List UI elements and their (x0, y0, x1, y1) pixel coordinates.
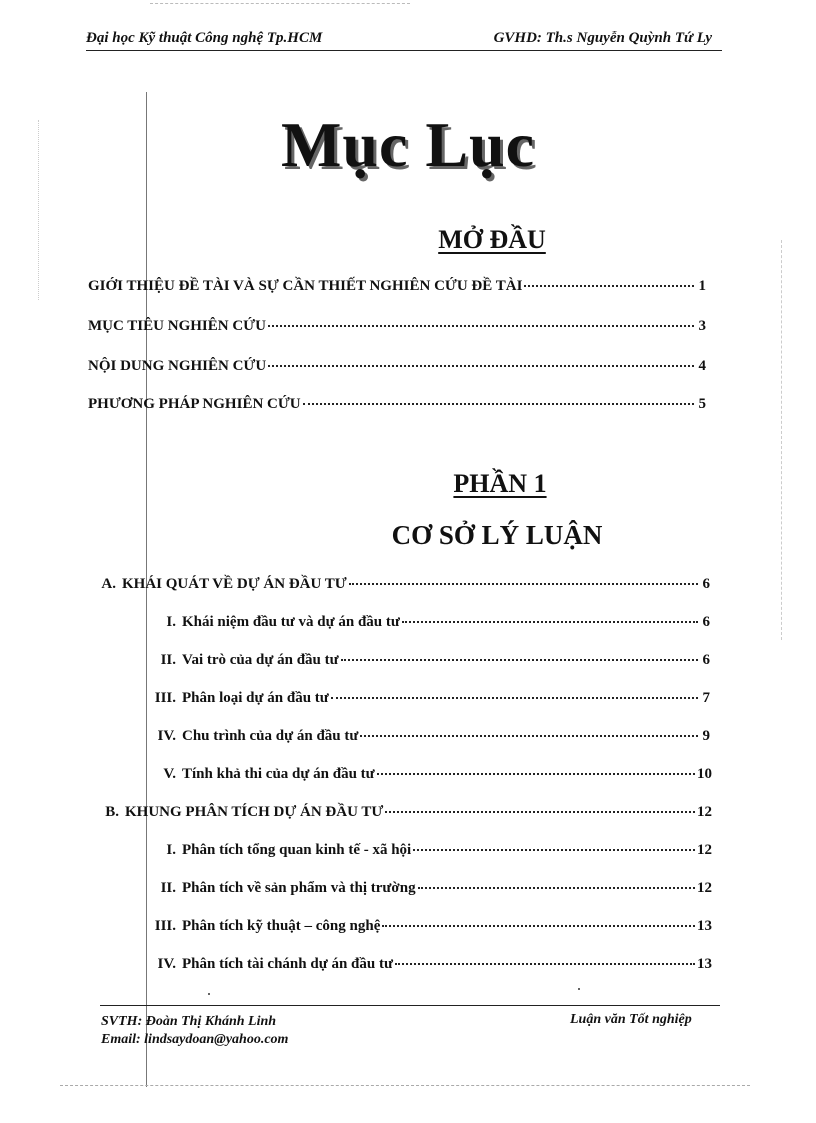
toc-leader-dots (395, 963, 695, 965)
page-header (86, 28, 722, 51)
toc-subentry[interactable] (140, 918, 712, 935)
toc-leader-dots (349, 583, 698, 585)
toc-subentry-number: II. (160, 652, 176, 668)
toc-section-b[interactable] (97, 804, 712, 821)
toc-section-a[interactable] (94, 576, 710, 593)
toc-subentry-label: Tính khả thi của dự án đầu tư (182, 766, 375, 782)
toc-subentry[interactable] (140, 614, 710, 631)
toc-entry-page: 1 (698, 278, 706, 294)
toc-leader-dots (377, 773, 695, 775)
toc-subentry-number: III. (154, 918, 176, 934)
toc-entry[interactable] (88, 318, 706, 335)
toc-leader-dots (303, 403, 694, 405)
scan-artifact-right (781, 240, 783, 640)
part1-heading-text: PHẦN 1 (453, 469, 547, 498)
toc-entry[interactable] (88, 278, 706, 295)
toc-subentry-label: Chu trình của dự án đầu tư (182, 728, 359, 744)
toc-entry[interactable] (88, 358, 706, 375)
toc-leader-dots (331, 697, 698, 699)
header-university: Đại học Kỹ thuật Công nghệ Tp.HCM (86, 30, 323, 46)
toc-subentry-page: 6 (702, 652, 710, 668)
scan-speck (578, 988, 580, 990)
toc-subentry-label: Khái niệm đầu tư và dự án đầu tư (182, 614, 400, 630)
toc-leader-dots (360, 735, 698, 737)
toc-subentry-label: Phân tích về sản phẩm và thị trường (182, 880, 416, 896)
toc-leader-dots (413, 849, 695, 851)
toc-subentry-label: Phân loại dự án đầu tư (182, 690, 329, 706)
toc-subentry-number: IV. (157, 956, 176, 972)
toc-leader-dots (268, 365, 694, 367)
toc-leader-dots (268, 325, 694, 327)
toc-subentry-number: IV. (157, 728, 176, 744)
toc-entry-label: PHƯƠNG PHÁP NGHIÊN CỨU (88, 396, 301, 412)
toc-subentry-label: Phân tích tài chánh dự án đầu tư (182, 956, 393, 972)
footer-thesis: Luận văn Tốt nghiệp (570, 1012, 692, 1027)
page-title: Mục Lục (280, 109, 536, 180)
toc-subentry[interactable] (140, 728, 710, 745)
toc-leader-dots (402, 621, 698, 623)
footer-email-address[interactable]: lindsaydoan@yahoo.com (144, 1032, 289, 1047)
footer-student-label: SVTH: (101, 1014, 143, 1029)
toc-leader-dots (382, 925, 695, 927)
toc-subentry-number: I. (166, 842, 176, 858)
toc-subentry-number: V. (163, 766, 176, 782)
toc-subentry-label: Phân tích tổng quan kinh tế - xã hội (182, 842, 412, 858)
scan-artifact-top (150, 3, 410, 4)
footer-student (101, 1014, 276, 1030)
toc-section-page: 12 (697, 804, 712, 820)
toc-subentry-page: 13 (697, 918, 712, 934)
toc-subentry-page: 6 (702, 614, 710, 630)
toc-subentry[interactable] (140, 766, 712, 783)
toc-subentry[interactable] (140, 842, 712, 859)
toc-subentry[interactable] (140, 956, 712, 973)
toc-subentry[interactable] (140, 880, 712, 897)
toc-entry-label: MỤC TIÊU NGHIÊN CỨU (88, 318, 266, 334)
toc-subentry-page: 9 (702, 728, 710, 744)
toc-entry-page: 4 (698, 358, 706, 374)
part1-subheading: CƠ SỞ LÝ LUẬN (391, 520, 603, 550)
toc-subentry-number: I. (166, 614, 176, 630)
toc-section-page: 6 (702, 576, 710, 592)
toc-subentry-number: II. (160, 880, 176, 896)
toc-subentry-page: 7 (702, 690, 710, 706)
toc-subentry-label: Phân tích kỹ thuật – công nghệ (182, 918, 381, 934)
scan-artifact-bottom (60, 1085, 750, 1086)
toc-section-number: A. (101, 576, 116, 592)
toc-subentry-page: 10 (697, 766, 712, 782)
toc-subentry-page: 12 (697, 842, 712, 858)
header-advisor: GVHD: Th.s Nguyễn Quỳnh Tứ Ly (493, 30, 712, 46)
footer-student-name: Đoàn Thị Khánh Linh (145, 1014, 277, 1029)
footer-email-label: Email: (101, 1032, 141, 1047)
toc-section-label: KHÁI QUÁT VỀ DỰ ÁN ĐẦU TƯ (122, 576, 347, 592)
toc-subentry-page: 13 (697, 956, 712, 972)
toc-leader-dots (418, 887, 695, 889)
toc-leader-dots (385, 811, 695, 813)
toc-entry[interactable] (88, 396, 706, 413)
toc-subentry-page: 12 (697, 880, 712, 896)
toc-entry-label: GIỚI THIỆU ĐỀ TÀI VÀ SỰ CẦN THIẾT NGHIÊN CỨU ĐỀ TÀI (88, 278, 523, 294)
scan-speck (208, 993, 210, 995)
toc-subentry[interactable] (140, 690, 710, 707)
toc-entry-page: 3 (698, 318, 706, 334)
toc-leader-dots (524, 285, 694, 287)
toc-subentry-label: Vai trò của dự án đầu tư (182, 652, 339, 668)
footer-email (101, 1032, 288, 1048)
toc-entry-label: NỘI DUNG NGHIÊN CỨU (88, 358, 267, 374)
toc-subentry[interactable] (140, 652, 710, 669)
toc-entry-page: 5 (698, 396, 706, 412)
toc-section-number: B. (105, 804, 119, 820)
intro-heading (0, 225, 816, 255)
part1-heading (0, 469, 816, 499)
footer-rule (100, 1005, 720, 1006)
intro-heading-text: MỞ ĐẦU (438, 225, 546, 254)
toc-subentry-number: III. (154, 690, 176, 706)
toc-leader-dots (341, 659, 698, 661)
toc-section-label: KHUNG PHÂN TÍCH DỰ ÁN ĐẦU TƯ (125, 804, 384, 820)
